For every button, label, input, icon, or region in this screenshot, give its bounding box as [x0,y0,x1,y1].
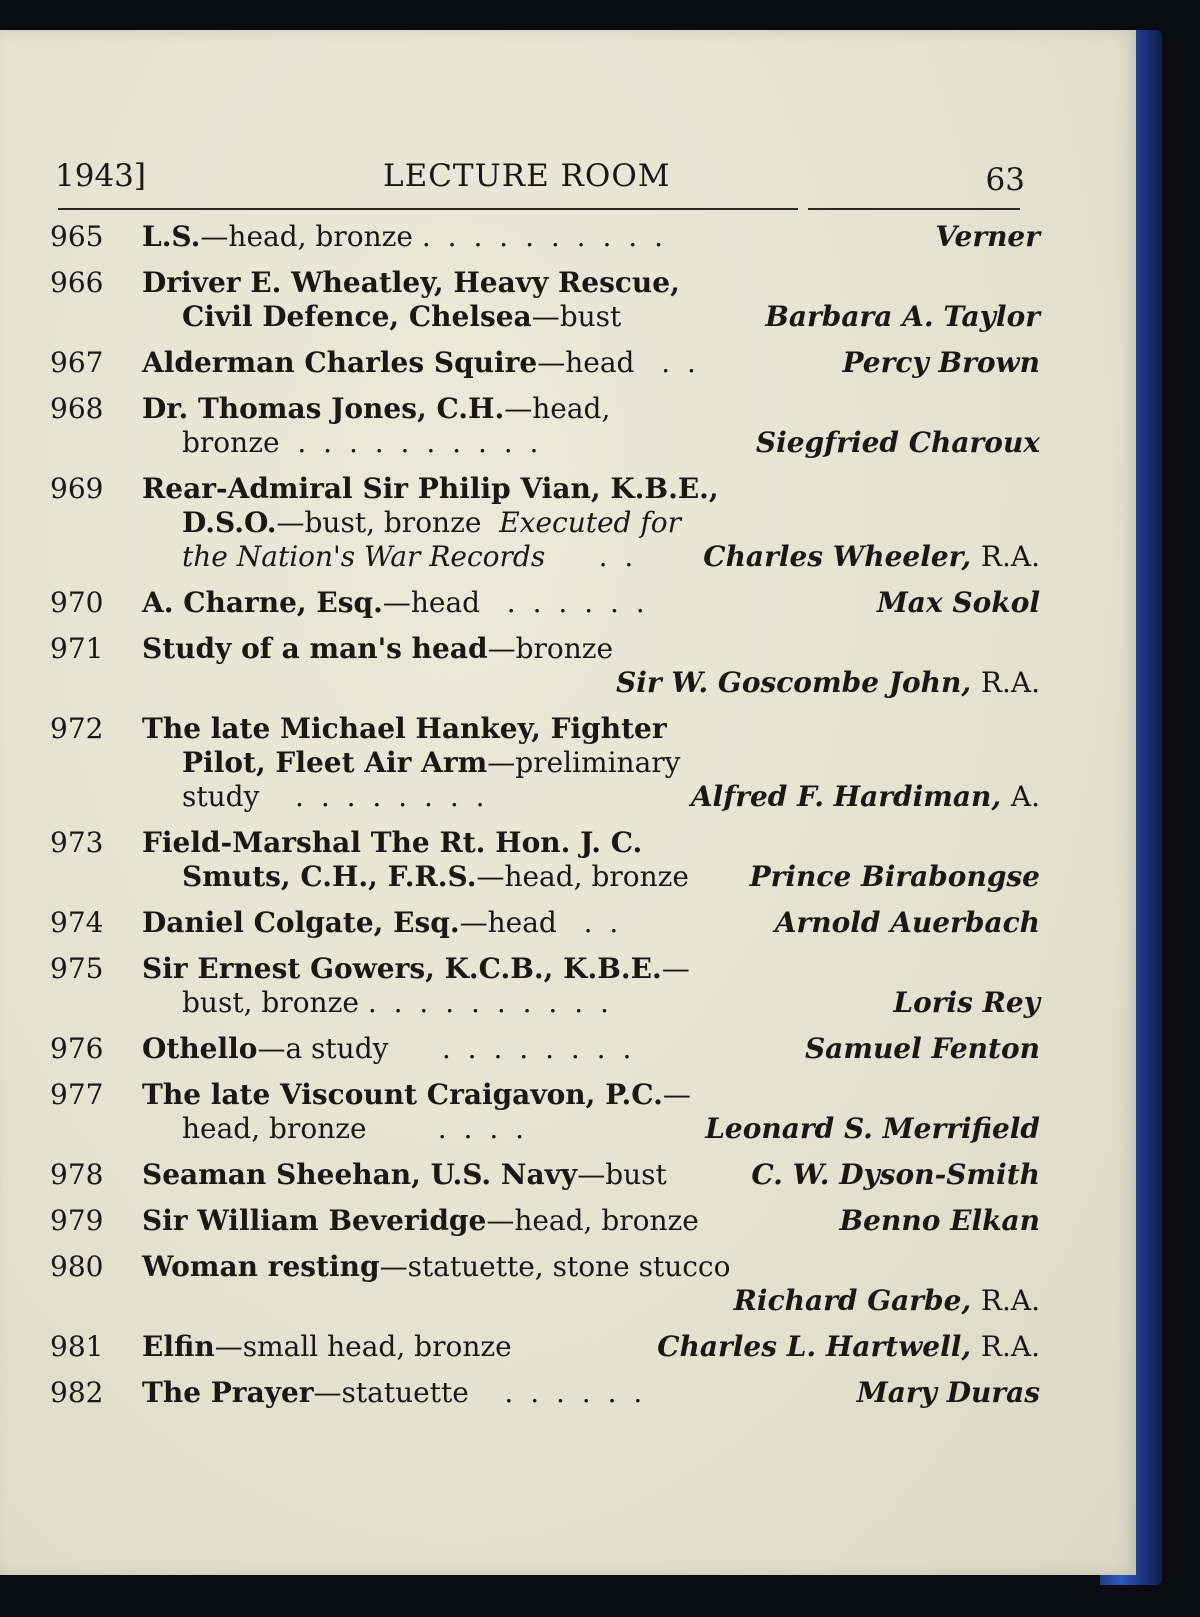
entry-sculptor: Alfred F. Hardiman, [690,780,1002,813]
entry-number: 982 [50,1376,104,1409]
entry-sculptor: Loris Rey [893,986,1040,1019]
entry-sculptor: Mary Duras [856,1376,1040,1409]
leader-dots: . . . . . . [506,586,649,619]
entry-description: —bust, bronze [276,506,482,539]
entry-sculptor: Prince Birabongse [749,860,1040,893]
leader-dots: . . . . . . . . . . [421,220,667,253]
entry-title: Alderman Charles Squire [142,346,538,379]
entry-sculptor: Samuel Fenton [804,1032,1040,1065]
entry-honor: A. [1010,780,1040,813]
entry-number: 967 [50,346,104,379]
entry-number: 978 [50,1158,104,1191]
entry-sculptor: Richard Garbe, [733,1284,972,1317]
entry-description: —head, bronze [476,860,689,893]
catalogue-entry [50,906,1040,940]
entry-number: 977 [50,1078,104,1111]
entry-description: —preliminary [487,746,681,779]
entry-title: Elfin [142,1330,215,1363]
leader-dots: . . . . . . . . [295,780,489,813]
entry-sculptor: Arnold Auerbach [774,906,1040,939]
entry-description-cont: head, bronze [182,1112,367,1145]
entry-description: —head [382,586,481,619]
entry-honor: R.A. [980,1330,1040,1363]
entry-description: —statuette, stone stucco [379,1250,731,1283]
entry-description: — [661,952,690,985]
entry-number: 973 [50,826,104,859]
catalogue-entry [50,346,1040,380]
entry-sculptor: C. W. Dyson-Smith [751,1158,1040,1191]
catalogue-entry [50,1078,1040,1146]
book-page [0,30,1136,1575]
entry-title: A. Charne, Esq. [142,586,383,619]
entry-sculptor: Max Sokol [876,586,1040,619]
entry-title-cont: Smuts, C.H., F.R.S. [182,860,477,893]
catalogue-entry [50,1376,1040,1410]
catalogue-entry [50,586,1040,620]
catalogue-entry [50,1032,1040,1066]
entry-number: 976 [50,1032,104,1065]
entry-title-cont: Pilot, Fleet Air Arm [182,746,488,779]
catalogue-entry [50,952,1040,1020]
entry-description: —bust [531,300,622,333]
entry-number: 972 [50,712,104,745]
catalogue-entry [50,1250,1040,1318]
entry-title: Woman resting [142,1250,380,1283]
entry-sculptor: Benno Elkan [839,1204,1040,1237]
leader-dots: . . [583,906,623,939]
catalogue-entry [50,1330,1040,1364]
catalogue-entry [50,220,1040,254]
entry-title: Othello [142,1032,258,1065]
entry-description: —head, bronze [486,1204,699,1237]
entry-title: Rear-Admiral Sir Philip Vian, K.B.E., [142,472,719,505]
entry-sculptor: Charles Wheeler, [703,540,972,573]
entry-sculptor: Leonard S. Merrifield [705,1112,1040,1145]
entry-note: Executed for [499,506,681,539]
entry-sculptor: Percy Brown [842,346,1040,379]
entry-number: 975 [50,952,104,985]
leader-dots: . . . . . . . . [441,1032,636,1065]
entry-title: Sir William Beveridge [142,1204,487,1237]
entry-description: —small head, bronze [214,1330,512,1363]
entry-honor: R.A. [980,1284,1040,1317]
entry-description-cont: study [182,780,260,813]
page-title: LECTURE ROOM [383,158,671,194]
entry-number: 965 [50,220,104,253]
entry-title: Driver E. Wheatley, Heavy Rescue, [142,266,680,299]
entry-description: —bronze [487,632,614,665]
entry-number: 981 [50,1330,104,1363]
leader-dots: . . . . [437,1112,529,1145]
leader-dots: . . . . . . . . . . [297,426,543,459]
entry-title-cont: D.S.O. [182,506,277,539]
entry-number: 979 [50,1204,104,1237]
catalogue-entry [50,1158,1040,1192]
entry-number: 980 [50,1250,104,1283]
entry-title: The late Viscount Craigavon, P.C. [142,1078,663,1111]
header-year: 1943] [55,158,146,194]
catalogue-entry [50,632,1040,700]
leader-dots: . . . . . . [504,1376,647,1409]
catalogue-entry [50,392,1040,460]
entry-sculptor: Sir W. Goscombe John, [615,666,972,699]
entry-number: 968 [50,392,104,425]
entry-description-cont: bronze [182,426,280,459]
entry-description: —head [459,906,557,939]
entry-number: 966 [50,266,104,299]
entry-sculptor: Charles L. Hartwell, [657,1330,972,1363]
entry-description: —a study [257,1032,389,1065]
entry-title: Field-Marshal The Rt. Hon. J. C. [142,826,643,859]
catalogue-entry [50,266,1040,334]
entry-sculptor: Siegfried Charoux [755,426,1040,459]
entry-title: Daniel Colgate, Esq. [142,906,460,939]
entry-description: —statuette [313,1376,469,1409]
entry-sculptor: Barbara A. Taylor [765,300,1040,333]
entry-title: Dr. Thomas Jones, C.H. [142,392,505,425]
entry-honor: R.A. [980,540,1040,573]
entry-number: 969 [50,472,104,505]
entry-title: The Prayer [142,1376,314,1409]
catalogue-list [50,220,1040,1422]
leader-dots: . . . . . . . . . . [367,986,613,1019]
catalogue-entry [50,472,1040,574]
leader-dots: . . [598,540,638,573]
page-number: 63 [985,162,1025,198]
header-rule-left [58,208,798,210]
catalogue-entry [50,826,1040,894]
entry-description: —bust [577,1158,667,1191]
entry-description: — [662,1078,691,1111]
leader-dots: . . [661,346,700,379]
entry-description-cont: bust, bronze [182,986,359,1019]
entry-title-cont: Civil Defence, Chelsea [182,300,532,333]
entry-note-cont: the Nation's War Records [182,540,546,573]
entry-title: The late Michael Hankey, Fighter [142,712,667,745]
entry-sculptor: Verner [935,220,1040,253]
entry-title: L.S. [142,220,201,253]
entry-honor: R.A. [980,666,1040,699]
entry-title: Seaman Sheehan, U.S. Navy [142,1158,578,1191]
entry-number: 971 [50,632,104,665]
entry-number: 974 [50,906,104,939]
entry-title: Sir Ernest Gowers, K.C.B., K.B.E. [142,952,662,985]
entry-description: —head [537,346,635,379]
entry-number: 970 [50,586,104,619]
header-rule-right [808,208,1020,210]
entry-title: Study of a man's head [142,632,488,665]
entry-description: —head, [504,392,611,425]
catalogue-entry [50,712,1040,814]
catalogue-entry [50,1204,1040,1238]
entry-description: —head, bronze [200,220,413,253]
running-head [55,158,1025,202]
